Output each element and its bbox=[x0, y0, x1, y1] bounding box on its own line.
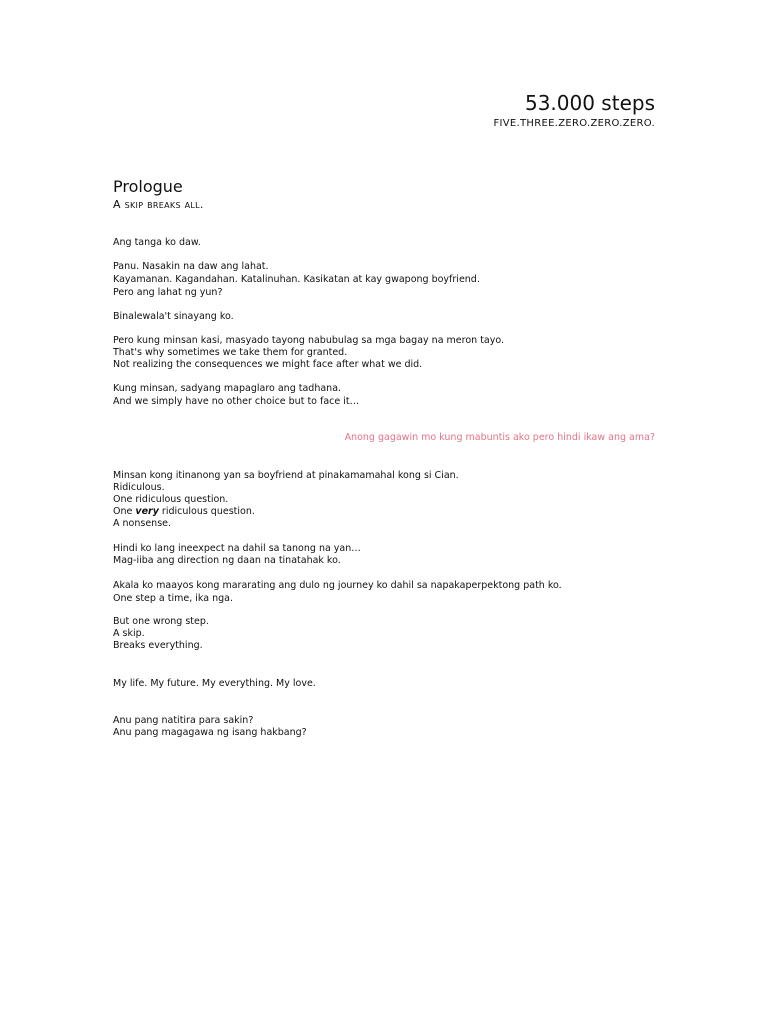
highlighted-quote: Anong gagawin mo kung mabuntis ako pero hindi ikaw ang ama? bbox=[344, 432, 655, 443]
paragraph-line: My life. My future. My everything. My love. bbox=[113, 678, 316, 689]
paragraph-line-emphasis bbox=[113, 506, 255, 518]
book-subtitle: FIVE.THREE.ZERO.ZERO.ZERO. bbox=[493, 118, 655, 129]
book-title: 53.000 steps bbox=[524, 91, 655, 115]
paragraph-line: A skip. bbox=[113, 628, 145, 639]
paragraph-line: Panu. Nasakin na daw ang lahat. bbox=[113, 261, 269, 272]
paragraph-line: Binalewala't sinayang ko. bbox=[113, 311, 234, 322]
paragraph-line: That's why sometimes we take them for granted. bbox=[113, 347, 348, 358]
line-text: ridiculous question. bbox=[158, 506, 255, 517]
paragraph-line: And we simply have no other choice but to face it… bbox=[113, 396, 360, 407]
paragraph-line: Ang tanga ko daw. bbox=[113, 237, 201, 248]
paragraph-line: Anu pang magagawa ng isang hakbang? bbox=[113, 727, 307, 738]
paragraph-line: Hindi ko lang ineexpect na dahil sa tanong na yan… bbox=[113, 543, 361, 554]
chapter-title: Prologue bbox=[113, 177, 183, 196]
paragraph-line: Breaks everything. bbox=[113, 640, 203, 651]
paragraph-line: Kayamanan. Kagandahan. Katalinuhan. Kasikatan at kay gwapong boyfriend. bbox=[113, 274, 480, 285]
paragraph-line: Pero ang lahat ng yun? bbox=[113, 287, 223, 298]
paragraph-line: Anu pang natitira para sakin? bbox=[113, 715, 254, 726]
paragraph-line: Minsan kong itinanong yan sa boyfriend at pinakamamahal kong si Cian. bbox=[113, 470, 459, 481]
paragraph-line: One ridiculous question. bbox=[113, 494, 229, 505]
line-text: One bbox=[113, 506, 136, 517]
paragraph-line: A nonsense. bbox=[113, 518, 172, 529]
paragraph-line: Ridiculous. bbox=[113, 482, 165, 493]
paragraph-line: One step a time, ika nga. bbox=[113, 593, 233, 604]
paragraph-line: Not realizing the consequences we might face after what we did. bbox=[113, 359, 423, 370]
paragraph-line: Kung minsan, sadyang mapaglaro ang tadhana. bbox=[113, 383, 342, 394]
emphasized-word: very bbox=[135, 506, 159, 517]
paragraph-line: Pero kung minsan kasi, masyado tayong nabubulag sa mga bagay na meron tayo. bbox=[113, 335, 505, 346]
paragraph-line: Mag-iiba ang direction ng daan na tinatahak ko. bbox=[113, 555, 341, 566]
chapter-subtitle: A skip breaks all. bbox=[113, 198, 204, 211]
paragraph-line: Akala ko maayos kong mararating ang dulo ng journey ko dahil sa napakaperpektong path ko. bbox=[113, 580, 562, 591]
paragraph-line: But one wrong step. bbox=[113, 616, 209, 627]
